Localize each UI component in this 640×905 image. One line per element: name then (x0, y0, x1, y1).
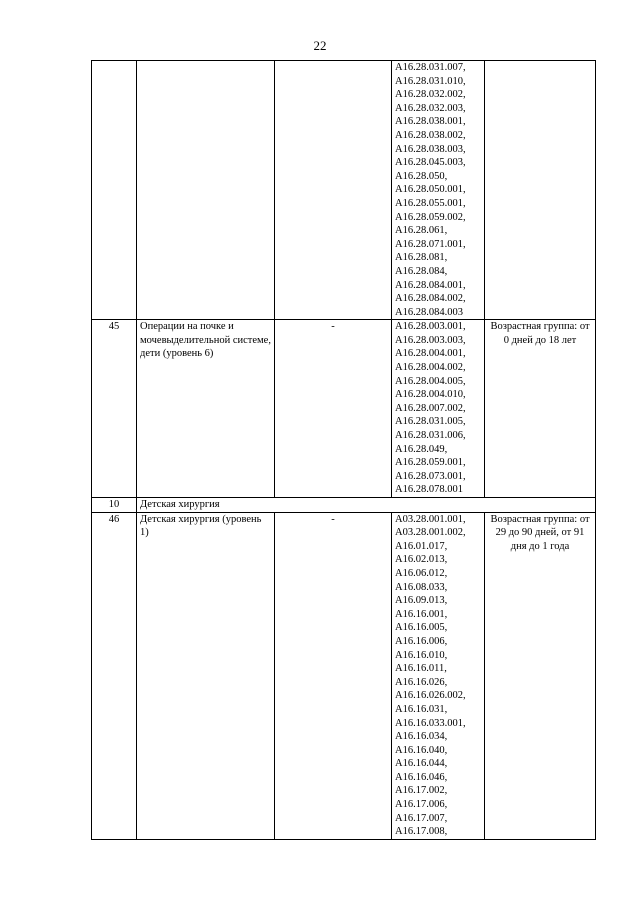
service-code: A16.28.084.002, (395, 293, 466, 305)
service-code: A03.28.001.002, (395, 527, 466, 539)
service-code: A16.28.031.006, (395, 430, 466, 442)
service-codes (392, 512, 485, 839)
service-codes (392, 320, 485, 498)
service-code: A16.16.044, (395, 758, 448, 770)
service-code: A16.28.078.001 (395, 484, 463, 496)
service-code: A16.28.032.003, (395, 102, 466, 114)
service-code: A16.16.033.001, (395, 717, 466, 729)
group-name (137, 61, 275, 320)
service-code: A16.28.004.005, (395, 375, 466, 387)
service-code: A16.17.008, (395, 826, 448, 838)
group-name: Операции на почке и мочевыделительной системе, дети (уровень 6) (137, 320, 275, 498)
table-row (92, 61, 596, 320)
service-code: A16.28.031.010, (395, 75, 466, 87)
group-name: Детская хирургия (уровень 1) (137, 512, 275, 839)
service-code: A16.28.084.003 (395, 306, 463, 318)
service-code: A16.16.040, (395, 744, 448, 756)
service-code: A16.28.059.002, (395, 211, 466, 223)
service-code: A03.28.001.001, (395, 513, 466, 525)
service-code: A16.16.005, (395, 622, 448, 634)
section-row (92, 498, 596, 513)
service-code: A16.16.026.002, (395, 690, 466, 702)
service-code: A16.28.004.002, (395, 362, 466, 374)
service-code: A16.28.031.007, (395, 62, 466, 73)
diagnosis-code: - (275, 320, 392, 498)
service-code: A16.28.084.001, (395, 279, 466, 291)
service-code: A16.17.007, (395, 812, 448, 824)
service-code: A16.28.031.005, (395, 416, 466, 428)
service-code: A16.06.012, (395, 567, 448, 579)
service-code: A16.28.045.003, (395, 157, 466, 169)
service-code: A16.16.006, (395, 635, 448, 647)
service-code: A16.28.050, (395, 170, 448, 182)
service-code: A16.09.013, (395, 595, 448, 607)
service-code: A16.16.001, (395, 608, 448, 620)
service-code: A16.28.081, (395, 252, 448, 264)
additional-criteria: Возрастная группа: от 0 дней до 18 лет (485, 320, 596, 498)
service-code: A16.28.038.001, (395, 116, 466, 128)
section-title: Детская хирургия (137, 498, 596, 513)
service-code: A16.08.033, (395, 581, 448, 593)
service-code: A16.28.007.002, (395, 402, 466, 414)
row-number: 45 (92, 320, 137, 498)
service-code: A16.16.031, (395, 703, 448, 715)
service-code: A16.28.059.001, (395, 457, 466, 469)
service-code: A16.28.032.002, (395, 89, 466, 101)
service-code: A16.28.038.003, (395, 143, 466, 155)
additional-criteria: Возрастная группа: от 29 до 90 дней, от 91 дня до 1 года (485, 512, 596, 839)
table-row (92, 320, 596, 498)
service-code: A16.01.017, (395, 540, 448, 552)
service-code: A16.28.049, (395, 443, 448, 455)
service-code: A16.28.004.010, (395, 389, 466, 401)
service-code: A16.28.038.002, (395, 129, 466, 141)
row-number (92, 61, 137, 320)
service-code: A16.16.034, (395, 731, 448, 743)
section-number: 10 (92, 498, 137, 513)
service-code: A16.28.004.001, (395, 348, 466, 360)
tariff-table (91, 60, 596, 840)
service-code: A16.28.003.001, (395, 321, 466, 333)
diagnosis-code (275, 61, 392, 320)
service-code: A16.17.006, (395, 799, 448, 811)
service-code: A16.28.050.001, (395, 184, 466, 196)
service-code: A16.28.071.001, (395, 238, 466, 250)
service-code: A16.28.073.001, (395, 470, 466, 482)
service-code: A16.16.046, (395, 771, 448, 783)
service-code: A16.28.061, (395, 225, 448, 237)
table-row (92, 512, 596, 839)
service-code: A16.16.010, (395, 649, 448, 661)
service-code: A16.28.084, (395, 265, 448, 277)
service-code: A16.02.013, (395, 554, 448, 566)
service-code: A16.17.002, (395, 785, 448, 797)
service-code: A16.28.055.001, (395, 197, 466, 209)
page-number: 22 (313, 38, 327, 53)
service-code: A16.16.026, (395, 676, 448, 688)
row-number: 46 (92, 512, 137, 839)
additional-criteria (485, 61, 596, 320)
service-code: A16.16.011, (395, 663, 447, 675)
service-code: A16.28.003.003, (395, 334, 466, 346)
service-codes (392, 61, 485, 320)
diagnosis-code: - (275, 512, 392, 839)
